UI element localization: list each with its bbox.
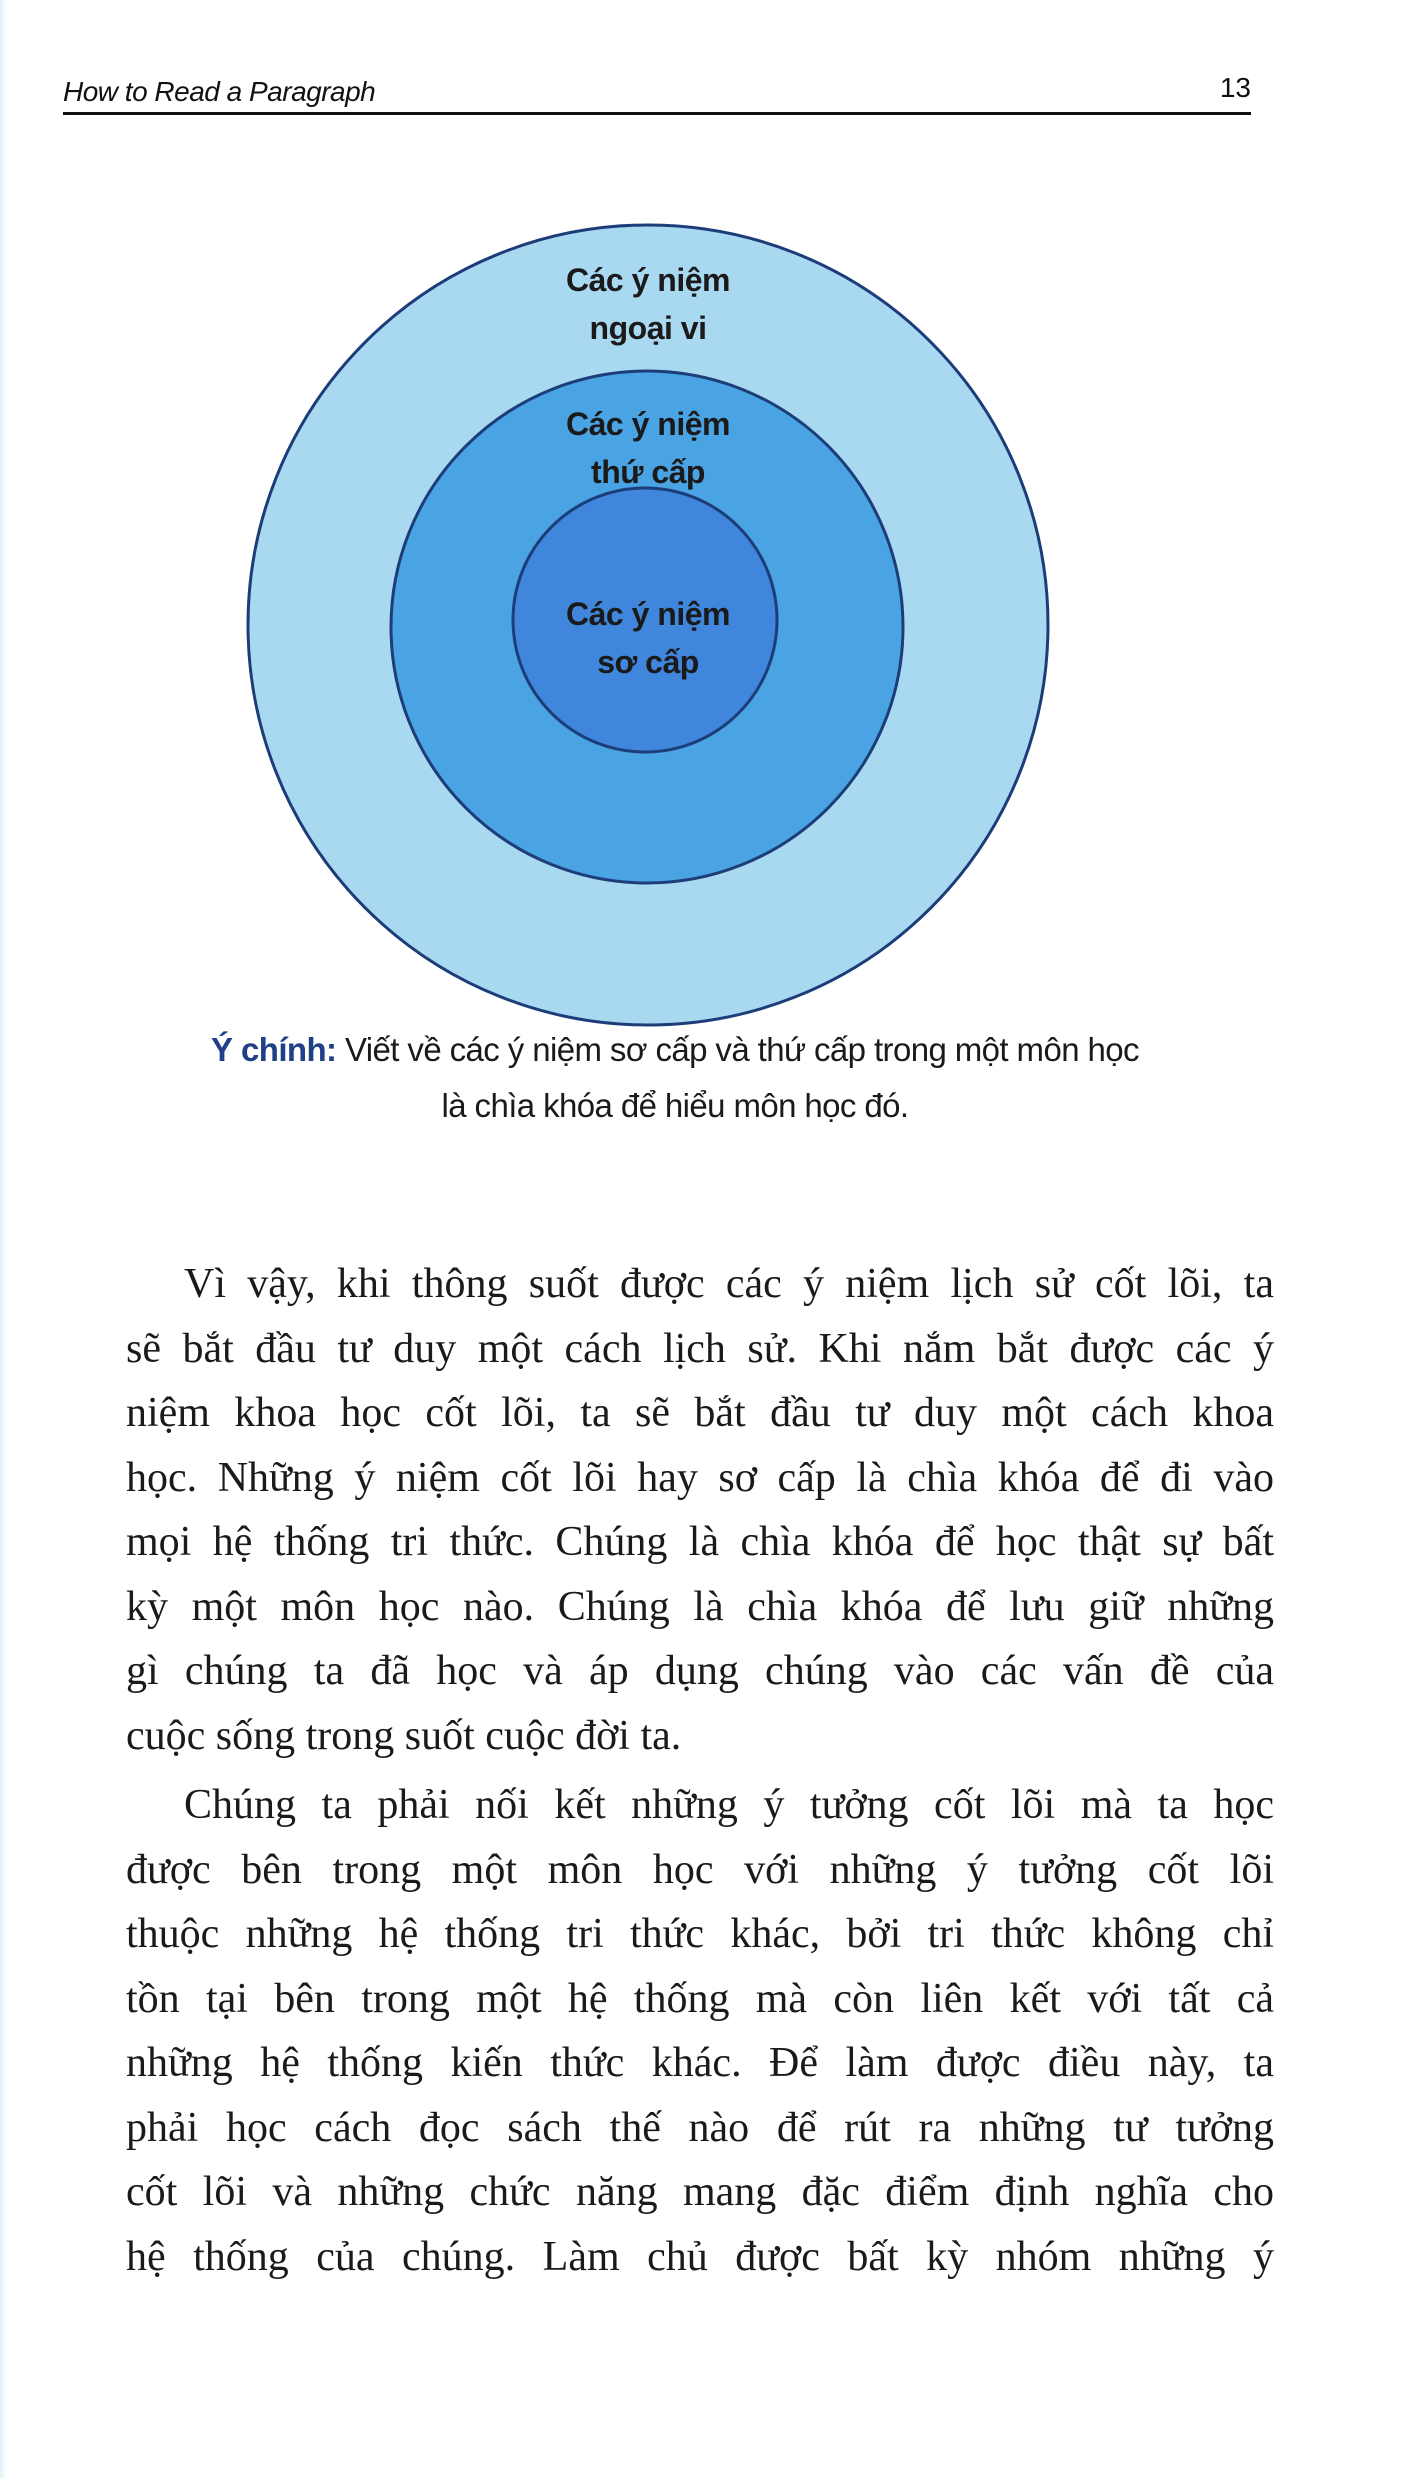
- paragraph-line: được bên trong một môn học với những ý tưởng cốt lõi: [126, 1846, 1274, 1893]
- paragraph-line: tồn tại bên trong một hệ thống mà còn liên kết với tất cả: [126, 1975, 1274, 2022]
- caption-key: Ý chính:: [211, 1031, 337, 1068]
- paragraph-line: phải học cách đọc sách thế nào để rút ra những tư tưởng: [126, 2104, 1274, 2151]
- middle-circle-label: [448, 400, 848, 496]
- middle-label-line2: thứ cấp: [591, 454, 705, 490]
- outer-label-line2: ngoại vi: [589, 310, 707, 346]
- paragraph-line: niệm khoa học cốt lõi, ta sẽ bắt đầu tư duy một cách khoa: [126, 1390, 1274, 1436]
- paragraph-line: cuộc sống trong suốt cuộc đời ta.: [126, 1712, 682, 1759]
- outer-label-line1: Các ý niệm: [566, 262, 730, 298]
- caption-line2: là chìa khóa để hiểu môn học đó.: [441, 1087, 909, 1124]
- paragraph-line: học. Những ý niệm cốt lõi hay sơ cấp là chìa khóa để đi vào: [126, 1454, 1274, 1501]
- paragraph-2: [126, 1773, 1274, 2289]
- inner-circle-label: [448, 590, 848, 686]
- paragraph-line: hệ thống của chúng. Làm chủ được bất kỳ nhóm những ý: [126, 2233, 1274, 2280]
- figure-caption: [90, 1022, 1260, 1134]
- outer-circle-label: [448, 256, 848, 352]
- running-header-title: How to Read a Paragraph: [63, 76, 376, 107]
- caption-line1: [90, 1022, 1260, 1078]
- paragraph-1: [126, 1252, 1274, 1768]
- concentric-circles-diagram: [0, 0, 1411, 1060]
- inner-label-line2: sơ cấp: [597, 644, 699, 680]
- paragraph-line: mọi hệ thống tri thức. Chúng là chìa khóa để học thật sự bất: [126, 1519, 1274, 1565]
- page-number: 13: [1219, 72, 1251, 103]
- paragraph-line: cốt lõi và những chức năng mang đặc điểm định nghĩa cho: [126, 2169, 1274, 2215]
- paragraph-line: gì chúng ta đã học và áp dụng chúng vào các vấn đề của: [126, 1648, 1274, 1694]
- paragraph-line: Chúng ta phải nối kết những ý tưởng cốt lõi mà ta học: [184, 1782, 1274, 1828]
- caption-text: Viết về các ý niệm sơ cấp và thứ cấp trong một môn học: [336, 1031, 1139, 1068]
- paragraph-line: kỳ một môn học nào. Chúng là chìa khóa để lưu giữ những: [126, 1583, 1274, 1630]
- paragraph-line: những hệ thống kiến thức khác. Để làm được điều này, ta: [126, 2040, 1274, 2086]
- paragraph-line: thuộc những hệ thống tri thức khác, bởi tri thức không chỉ: [126, 1911, 1274, 1957]
- paragraph-line: sẽ bắt đầu tư duy một cách lịch sử. Khi nắm bắt được các ý: [126, 1325, 1274, 1372]
- inner-label-line1: Các ý niệm: [566, 596, 730, 632]
- middle-label-line1: Các ý niệm: [566, 406, 730, 442]
- paragraph-line: Vì vậy, khi thông suốt được các ý niệm lịch sử cốt lõi, ta: [184, 1261, 1274, 1307]
